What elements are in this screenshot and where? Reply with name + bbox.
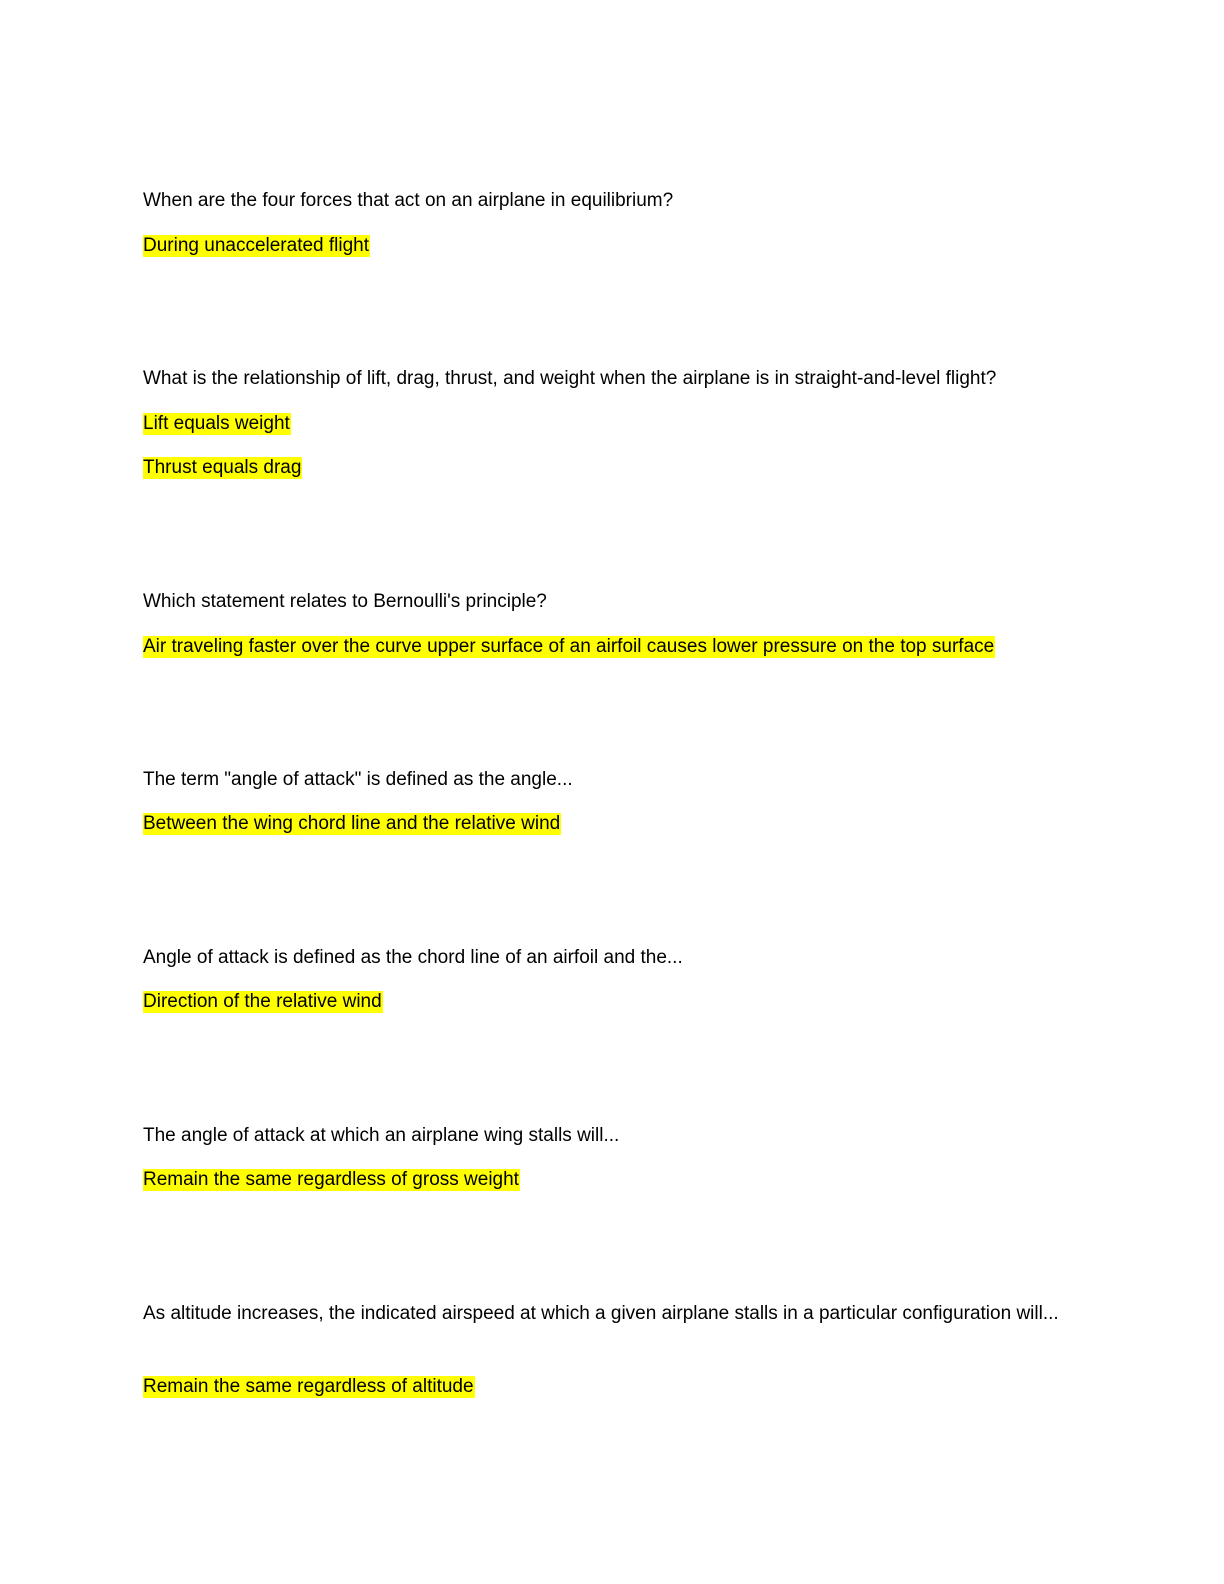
- question-text: The term "angle of attack" is defined as the angle...: [143, 769, 573, 790]
- answer-item: [143, 412, 291, 436]
- answer-item: [143, 456, 302, 480]
- highlighted-answer: Air traveling faster over the curve upper surface of an airfoil causes lower pressure on the top surface: [143, 636, 995, 657]
- highlighted-answer: Direction of the relative wind: [143, 991, 382, 1012]
- question-text: Angle of attack is defined as the chord line of an airfoil and the...: [143, 947, 683, 968]
- answer-item: [143, 234, 370, 258]
- question-text: As altitude increases, the indicated airspeed at which a given airplane stalls in a particular configuration will...: [143, 1303, 1059, 1324]
- answer-item: [143, 1168, 520, 1192]
- question-text: Which statement relates to Bernoulli's principle?: [143, 591, 547, 612]
- highlighted-answer: Thrust equals drag: [143, 457, 302, 478]
- highlighted-answer: Remain the same regardless of gross weight: [143, 1169, 519, 1190]
- question-text: What is the relationship of lift, drag, thrust, and weight when the airplane is in straight-and-level flight?: [143, 368, 997, 389]
- question-text: When are the four forces that act on an airplane in equilibrium?: [143, 190, 674, 211]
- answer-item: [143, 635, 995, 659]
- highlighted-answer: Lift equals weight: [143, 413, 290, 434]
- highlighted-answer: During unaccelerated flight: [143, 235, 370, 256]
- answer-item: [143, 1375, 475, 1399]
- question-text: The angle of attack at which an airplane wing stalls will...: [143, 1125, 620, 1146]
- highlighted-answer: Remain the same regardless of altitude: [143, 1376, 474, 1397]
- answer-item: [143, 990, 383, 1014]
- highlighted-answer: Between the wing chord line and the relative wind: [143, 813, 561, 834]
- answer-item: [143, 812, 561, 836]
